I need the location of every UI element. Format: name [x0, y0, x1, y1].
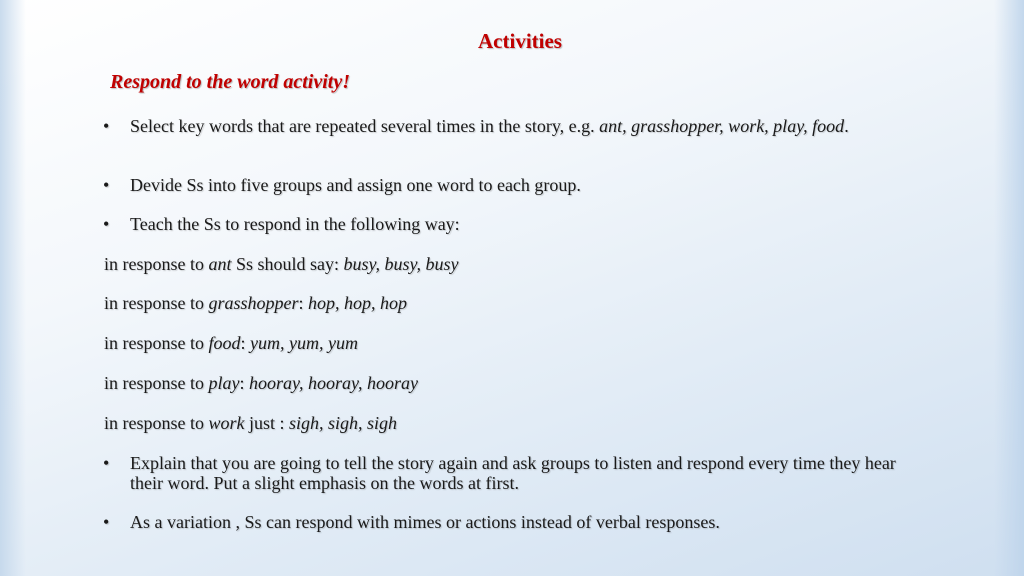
cue-word: food [208, 333, 241, 353]
bullet-select-key-words [103, 116, 903, 136]
response-line-grasshopper: in response to grasshopper: hop, hop, hop [104, 293, 408, 313]
response-line-ant: in response to ant Ss should say: busy, busy, busy [104, 254, 459, 274]
reply-words: yum, yum, yum [250, 333, 358, 353]
bullet-variation [103, 512, 903, 532]
bullet-divide-groups [103, 175, 903, 195]
cue-word: play [208, 373, 240, 393]
response-line-play: in response to play: hooray, hooray, hooray [104, 373, 418, 393]
bullet-dot: • [103, 116, 110, 136]
right-edge-decoration [994, 0, 1024, 576]
bullet-teach-respond [103, 214, 903, 234]
bullet-dot: • [103, 214, 110, 234]
bullet-text: As a variation , Ss can respond with mimes or actions instead of verbal responses. [130, 512, 720, 532]
reply-words: busy, busy, busy [343, 254, 459, 274]
bullet-text: Teach the Ss to respond in the following way: [130, 214, 460, 234]
cue-word: work [208, 413, 245, 433]
bullet-text: Explain that you are going to tell the story again and ask groups to listen and respond every time they hear their word. Put a slight emphasis on the words at first. [130, 453, 896, 493]
bullet-explain-story [103, 453, 918, 493]
slide-title: Activities [478, 29, 562, 53]
response-line-food: in response to food: yum, yum, yum [104, 333, 358, 353]
bullet-text: Devide Ss into five groups and assign one word to each group. [130, 175, 581, 195]
cue-word: ant [208, 254, 232, 274]
bullet-text: Select key words that are repeated several times in the story, e.g. ant, grasshopper, work, play, food. [130, 116, 849, 136]
cue-word: grasshopper [208, 293, 299, 313]
left-edge-decoration [0, 0, 26, 576]
example-words: ant, grasshopper, work, play, food [599, 116, 845, 136]
response-line-work: in response to work just : sigh, sigh, sigh [104, 413, 398, 433]
bullet-dot: • [103, 453, 110, 473]
bullet-dot: • [103, 512, 110, 532]
reply-words: hop, hop, hop [308, 293, 408, 313]
reply-words: hooray, hooray, hooray [249, 373, 418, 393]
bullet-dot: • [103, 175, 110, 195]
activity-subtitle: Respond to the word activity! [110, 71, 350, 93]
reply-words: sigh, sigh, sigh [289, 413, 398, 433]
